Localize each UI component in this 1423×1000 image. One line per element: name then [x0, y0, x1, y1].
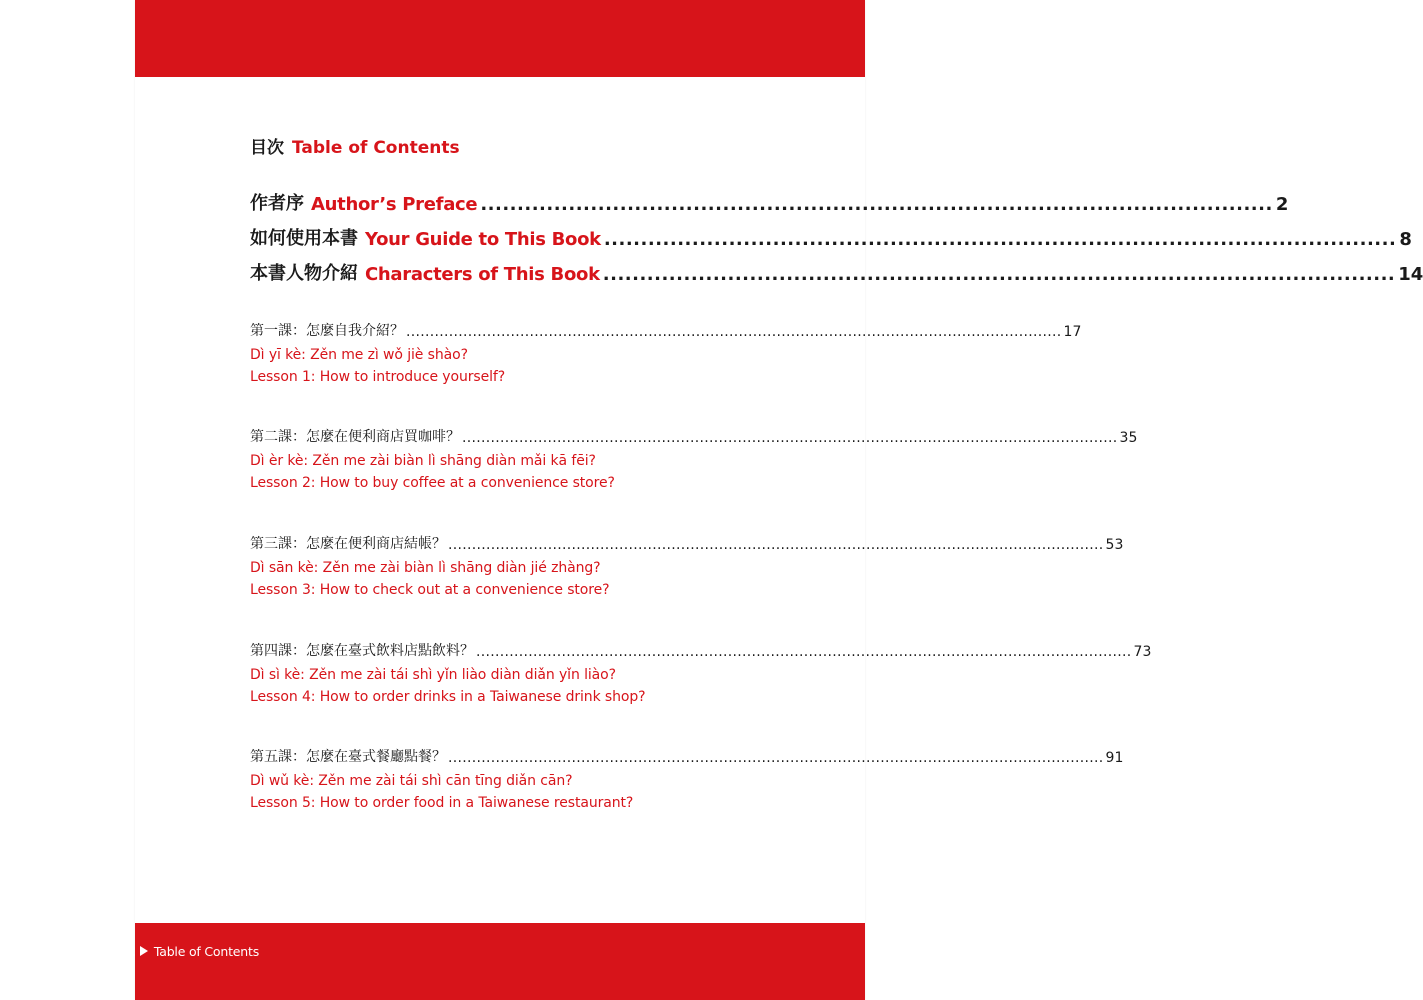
toc-heading	[250, 133, 460, 158]
lesson-pinyin: Dì yī kè: Zěn me zì wǒ jiè shào?	[250, 347, 468, 363]
entry-title-zh: 作者序	[250, 193, 304, 214]
lesson-heading	[250, 638, 1152, 660]
lesson-title-zh: 第二課：怎麼在便利商店買咖啡？	[250, 429, 460, 445]
lesson-pinyin: Dì sān kè: Zěn me zài biàn lì shāng diàn jié zhàng?	[250, 560, 601, 576]
toc-heading-zh: 目次	[250, 138, 284, 158]
toc-entry-guide[interactable]	[250, 224, 1412, 250]
lesson-page-number: 73	[1133, 644, 1152, 660]
entry-page-number: 14	[1398, 264, 1423, 285]
play-arrow-icon	[140, 946, 148, 956]
entry-title-zh: 如何使用本書	[250, 228, 358, 249]
lesson-english: Lesson 3: How to check out at a convenience store?	[250, 582, 610, 598]
dot-leader: ............................................................................................................	[602, 264, 1396, 285]
entry-title-zh: 本書人物介紹	[250, 263, 358, 284]
lesson-title-zh: 第五課：怎麼在臺式餐廳點餐？	[250, 749, 446, 765]
entry-page-number: 8	[1399, 229, 1412, 250]
lesson-page-number: 17	[1063, 324, 1082, 340]
lesson-pinyin: Dì sì kè: Zěn me zài tái shì yǐn liào diàn diǎn yǐn liào?	[250, 667, 616, 683]
toc-lesson-4[interactable]	[250, 638, 1152, 708]
dot-leader: ..........................................................................................................................................	[476, 644, 1132, 660]
entry-title-en: Author’s Preface	[311, 194, 478, 215]
entry-title-en: Characters of This Book	[365, 264, 600, 285]
lesson-page-number: 53	[1105, 537, 1124, 553]
dot-leader: ............................................................................................................	[603, 229, 1397, 250]
lesson-title-zh: 第四課：怎麼在臺式飲料店點飲料？	[250, 643, 474, 659]
toc-lesson-1[interactable]	[250, 318, 1082, 388]
dot-leader: ..........................................................................................................................................	[406, 324, 1062, 340]
lesson-english: Lesson 2: How to buy coffee at a convenience store?	[250, 475, 615, 491]
lesson-page-number: 91	[1105, 750, 1124, 766]
lesson-heading	[250, 744, 1124, 766]
dot-leader: ..........................................................................................................................................	[462, 430, 1118, 446]
page-footer	[115, 941, 259, 961]
lesson-pinyin: Dì wǔ kè: Zěn me zài tái shì cān tīng diǎn cān?	[250, 773, 573, 789]
lesson-title-zh: 第一課：怎麼自我介紹？	[250, 323, 404, 339]
top-red-band	[135, 0, 865, 77]
lesson-title-zh: 第三課：怎麼在便利商店結帳？	[250, 536, 446, 552]
lesson-heading	[250, 424, 1138, 446]
document-page	[135, 0, 865, 1000]
lesson-english: Lesson 5: How to order food in a Taiwanese restaurant?	[250, 795, 634, 811]
dot-leader: ..........................................................................................................................................	[448, 537, 1104, 553]
footer-section-label: Table of Contents	[153, 943, 260, 959]
lesson-page-number: 35	[1119, 430, 1138, 446]
footer-page-number: 12	[115, 942, 136, 960]
toc-lesson-3[interactable]	[250, 531, 1124, 601]
lesson-heading	[250, 318, 1082, 340]
toc-entry-characters[interactable]	[250, 259, 1423, 285]
toc-lesson-5[interactable]	[250, 744, 1124, 814]
toc-heading-en: Table of Contents	[292, 138, 460, 158]
dot-leader: ............................................................................................................	[480, 194, 1273, 215]
bottom-red-band	[135, 923, 865, 1000]
lesson-pinyin: Dì èr kè: Zěn me zài biàn lì shāng diàn mǎi kā fēi?	[250, 453, 596, 469]
dot-leader: ..........................................................................................................................................	[448, 750, 1104, 766]
lesson-english: Lesson 4: How to order drinks in a Taiwanese drink shop?	[250, 689, 646, 705]
entry-title-en: Your Guide to This Book	[365, 229, 601, 250]
entry-page-number: 2	[1275, 194, 1289, 215]
lesson-english: Lesson 1: How to introduce yourself?	[250, 369, 506, 385]
lesson-heading	[250, 531, 1124, 553]
toc-lesson-2[interactable]	[250, 424, 1138, 494]
toc-entry-preface[interactable]	[250, 189, 1289, 215]
